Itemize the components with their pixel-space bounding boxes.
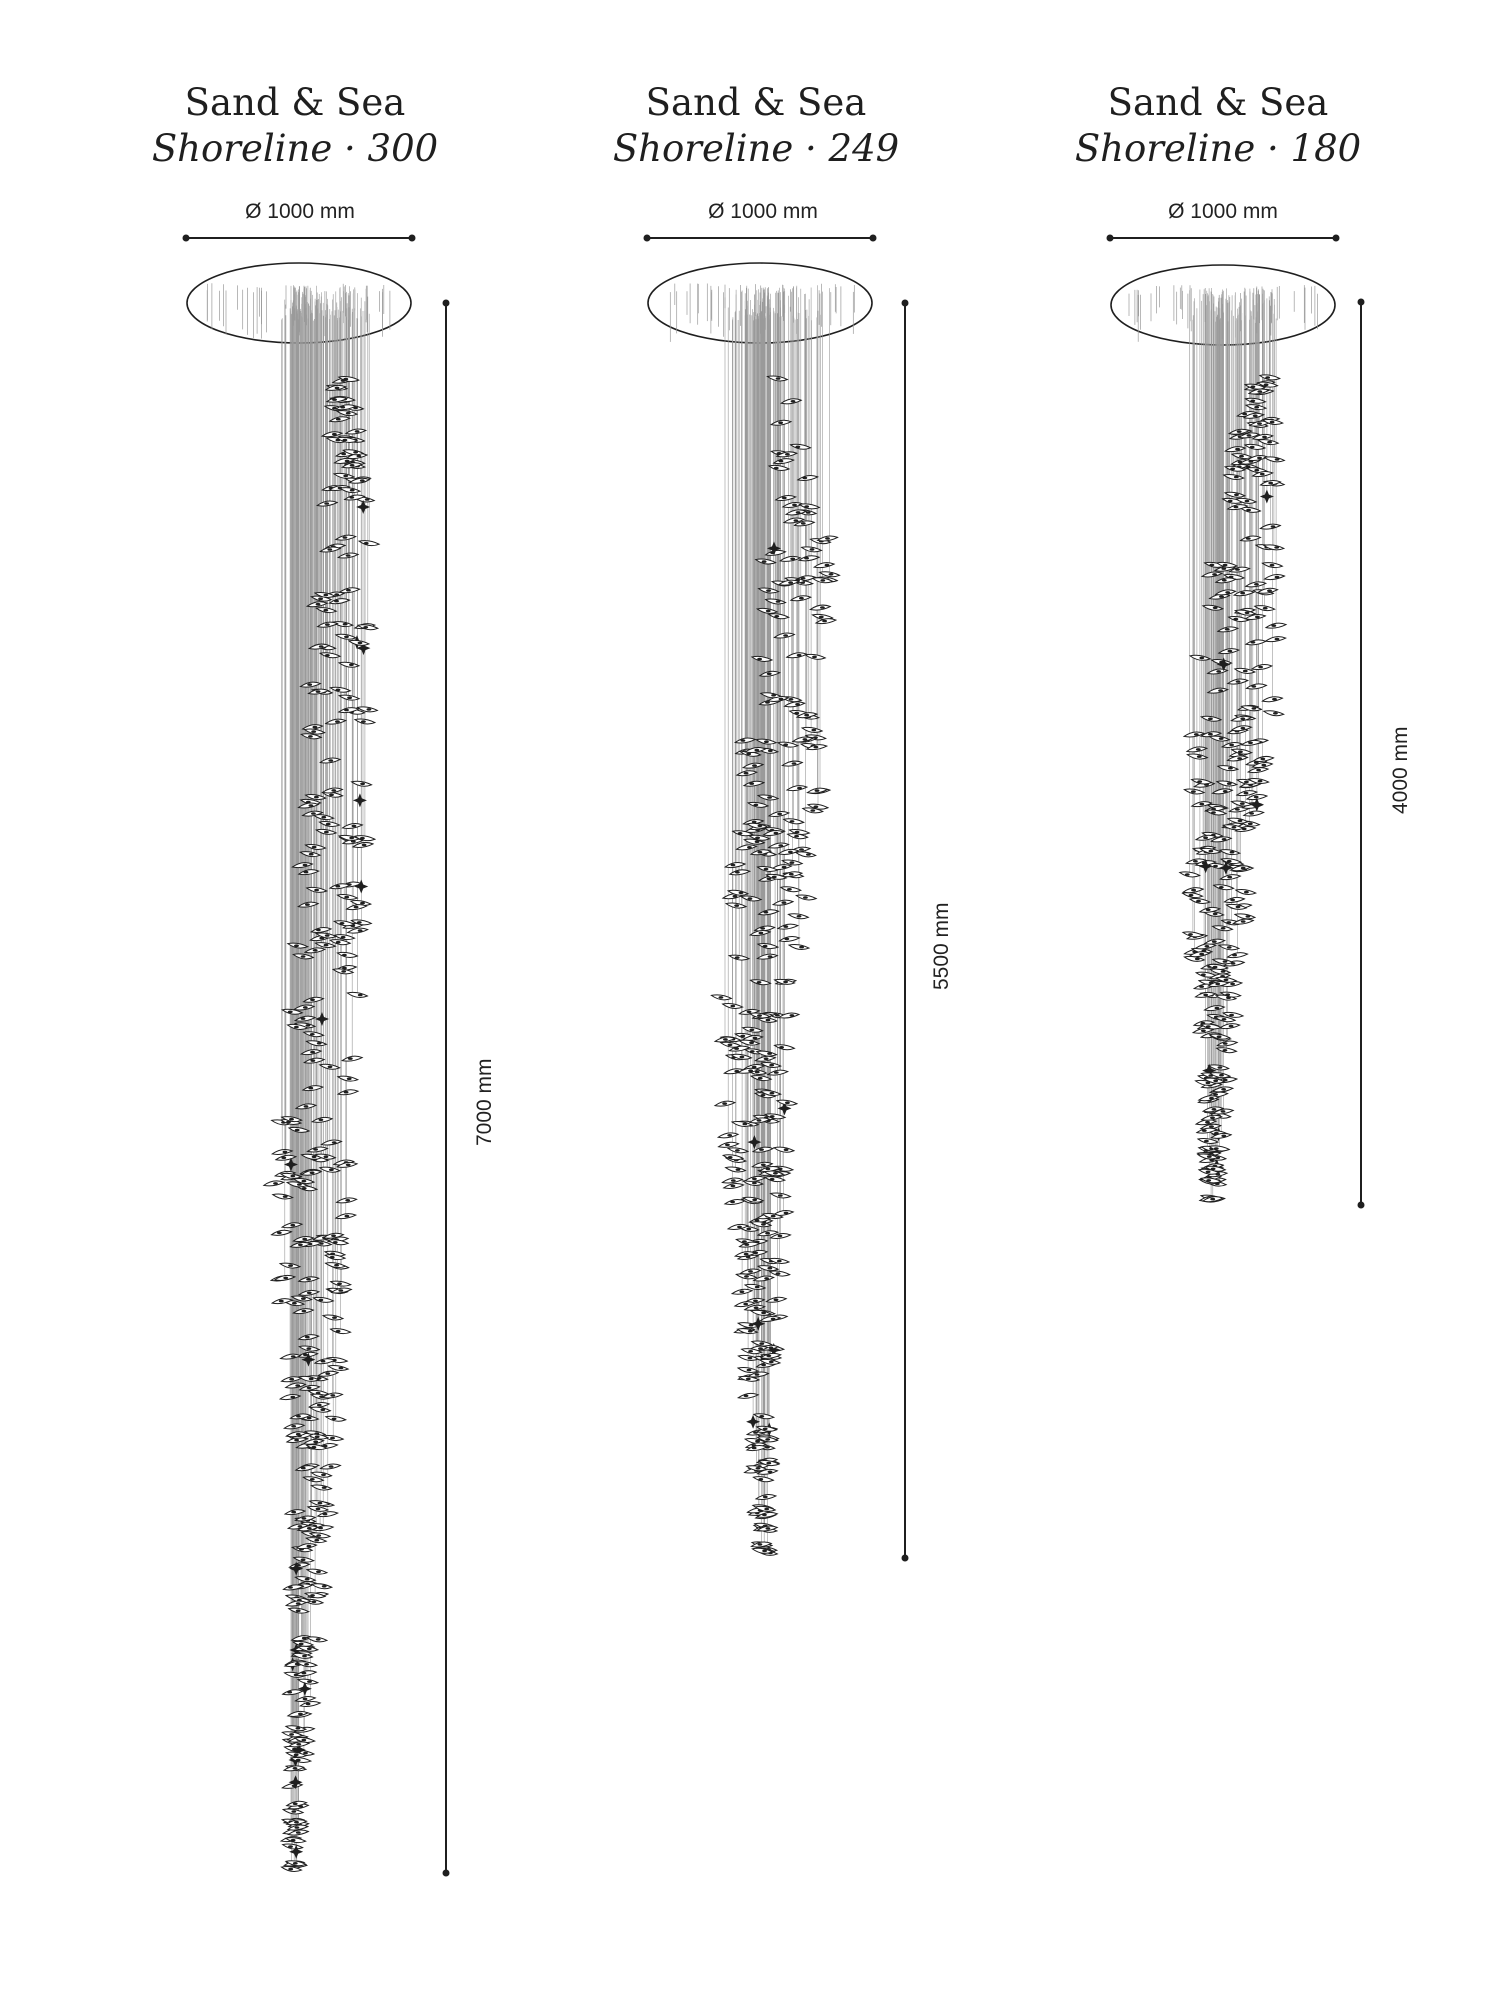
- leaf-pendant: [304, 1439, 324, 1444]
- leaf-pendant: [1228, 818, 1248, 823]
- leaf-pendant: [312, 1472, 332, 1477]
- leaf-pendant: [304, 1032, 324, 1037]
- chandelier-180: [1107, 235, 1365, 1209]
- leaf-pendant: [1255, 606, 1275, 611]
- leaf-pendant: [283, 1844, 303, 1849]
- leaf-pendant: [779, 1013, 799, 1018]
- dimension-endpoint: [443, 300, 450, 307]
- dimension-endpoint: [870, 235, 877, 242]
- leaf-pendant: [1180, 872, 1200, 877]
- leaf-pendant: [271, 1230, 291, 1235]
- dimension-endpoint: [443, 1870, 450, 1877]
- diameter-label-249: Ø 1000 mm: [708, 200, 818, 223]
- leaf-pendant: [331, 1329, 351, 1334]
- leaf-pendant: [338, 1090, 358, 1095]
- leaf-pendant: [769, 843, 789, 848]
- leaf-pendant: [310, 1407, 330, 1412]
- leaf-pendant: [323, 1315, 343, 1320]
- leaf-pendant: [273, 1194, 293, 1199]
- leaf-pendant: [799, 504, 819, 509]
- leaf-pendant: [320, 1167, 340, 1172]
- suspension-wires: [670, 284, 854, 1553]
- leaf-pendant: [283, 1809, 303, 1814]
- leaf-pendant: [1246, 582, 1266, 587]
- leaf-pendant: [275, 1275, 295, 1280]
- dimension-endpoint: [1358, 1202, 1365, 1209]
- leaf-pendant: [738, 1367, 758, 1372]
- leaf-pendant: [331, 1281, 351, 1286]
- leaf-pendant: [283, 1690, 303, 1695]
- leaf-pendant: [326, 719, 346, 724]
- leaf-pendant: [1246, 640, 1266, 645]
- leaf-pendant: [787, 786, 807, 791]
- leaf-pendant: [753, 1477, 773, 1482]
- leaf-pendant: [359, 541, 379, 546]
- leaf-pendant: [1183, 932, 1203, 937]
- leaf-pendant: [300, 1701, 320, 1706]
- leaf-pendant: [721, 1042, 741, 1047]
- leaf-pendant: [307, 1637, 327, 1642]
- leaf-pendant: [1232, 454, 1252, 459]
- leaf-pendant: [722, 1178, 742, 1183]
- dimension-endpoint: [1358, 299, 1365, 306]
- leaf-pendant: [311, 1485, 331, 1490]
- star-pendant: [1260, 489, 1274, 503]
- leaf-pendant: [328, 1365, 348, 1370]
- leaf-pendant: [347, 992, 367, 997]
- leaf-pendant: [298, 1679, 318, 1684]
- leaf-pendant: [1262, 563, 1282, 568]
- leaf-pendant: [342, 823, 362, 828]
- leaf-pendant: [1213, 1087, 1233, 1092]
- dimension-endpoint: [1107, 235, 1114, 242]
- leaf-pendant: [726, 903, 746, 908]
- leaf-pendant: [1262, 697, 1282, 702]
- leaf-pendant: [334, 473, 354, 478]
- leaf-pendant: [1264, 457, 1284, 462]
- leaf-pendant: [322, 1140, 342, 1145]
- leaf-pendant: [802, 727, 822, 732]
- leaf-pendant: [769, 465, 789, 470]
- diameter-label-180: Ø 1000 mm: [1168, 200, 1278, 223]
- leaf-pendant: [310, 1501, 330, 1506]
- leaf-pendant: [282, 1783, 302, 1788]
- leaf-pendant: [347, 905, 367, 910]
- leaf-pendant: [785, 702, 805, 707]
- leaf-pendant: [1231, 801, 1251, 806]
- leaf-pendant: [774, 459, 794, 464]
- dimension-endpoint: [644, 235, 651, 242]
- leaf-pendant: [771, 1193, 791, 1198]
- leaf-pendant: [308, 1506, 328, 1511]
- leaf-pendant: [726, 1167, 746, 1172]
- leaf-pendant: [309, 1403, 329, 1408]
- leaf-pendant: [319, 822, 339, 827]
- leaf-pendant: [770, 1271, 790, 1276]
- leaf-pendant: [1266, 637, 1286, 642]
- leaf-pendant: [1236, 889, 1256, 894]
- leaf-pendant: [336, 1214, 356, 1219]
- leaf-pendant: [321, 1464, 341, 1469]
- leaf-pendant: [320, 1064, 340, 1069]
- leaf-pendant: [334, 921, 354, 926]
- leaf-pendant: [779, 936, 799, 941]
- leaf-pendant: [723, 1003, 743, 1008]
- leaf-pendant: [339, 662, 359, 667]
- leaf-pendant: [769, 614, 789, 619]
- leaf-pendant: [723, 1155, 743, 1160]
- leaf-pendant: [318, 1512, 338, 1517]
- leaf-pendant: [352, 781, 372, 786]
- product-family-name: Sand & Sea: [184, 81, 406, 124]
- chandelier-249: [644, 235, 909, 1562]
- leaf-pendant: [1241, 536, 1261, 541]
- leaf-pendant: [738, 1393, 758, 1398]
- leaf-pendant: [1265, 575, 1285, 580]
- leaf-pendant: [816, 619, 836, 624]
- leaf-pendant: [1258, 440, 1278, 445]
- suspension-wires: [207, 283, 390, 1869]
- leaf-pendant: [296, 1671, 316, 1676]
- leaf-pendant: [1266, 623, 1286, 628]
- height-label-249: 5500 mm: [930, 902, 953, 990]
- leaf-pendant: [1235, 914, 1255, 919]
- leaf-pendant: [1198, 1138, 1218, 1143]
- leaf-pendant: [1244, 811, 1264, 816]
- dimension-endpoint: [902, 1555, 909, 1562]
- leaf-pendant: [715, 1101, 735, 1106]
- leaf-pendant: [784, 819, 804, 824]
- leaf-pendant: [789, 945, 809, 950]
- chandelier-300: [183, 235, 450, 1877]
- leaf-pendant: [1233, 919, 1253, 924]
- leaf-pendant: [781, 887, 801, 892]
- leaf-pendant: [312, 1584, 332, 1589]
- dimension-endpoint: [1333, 235, 1340, 242]
- product-family-name: Sand & Sea: [1107, 81, 1329, 124]
- leaf-pendant: [286, 1726, 306, 1731]
- leaf-pendant: [326, 1416, 346, 1421]
- product-family-name: Sand & Sea: [645, 81, 867, 124]
- leaf-pendant: [337, 1198, 357, 1203]
- leaf-pendant: [724, 1183, 744, 1188]
- leaf-pendant: [1258, 588, 1278, 593]
- leaf-pendant: [342, 1056, 362, 1061]
- height-label-300: 7000 mm: [473, 1058, 496, 1146]
- dimension-endpoint: [409, 235, 416, 242]
- leaf-pendant: [1225, 447, 1245, 452]
- leaf-pendant: [757, 954, 777, 959]
- dimension-endpoint: [902, 300, 909, 307]
- leaf-pendant: [810, 605, 830, 610]
- leaf-pendant: [300, 682, 320, 687]
- product-model-name: Shoreline · 249: [612, 127, 900, 170]
- leaf-pendant: [1223, 1012, 1243, 1017]
- leaf-pendant: [779, 849, 799, 854]
- leaf-pendant: [1184, 789, 1204, 794]
- leaf-pendant: [732, 1289, 752, 1294]
- leaf-pendant: [799, 556, 819, 561]
- leaf-pendant: [264, 1181, 284, 1186]
- leaf-pendant: [1237, 791, 1257, 796]
- leaf-pendant: [788, 914, 808, 919]
- product-model-name: Shoreline · 300: [151, 127, 439, 170]
- leaf-pendant: [774, 1147, 794, 1152]
- leaf-pendant: [1183, 893, 1203, 898]
- leaf-pendant: [802, 547, 822, 552]
- leaf-pendant: [1208, 669, 1228, 674]
- leaf-pendant: [348, 928, 368, 933]
- leaf-pendant: [1252, 665, 1272, 670]
- diameter-label-300: Ø 1000 mm: [245, 200, 355, 223]
- suspension-wires: [1129, 285, 1318, 1199]
- leaf-pendant: [1219, 945, 1239, 950]
- leaf-pendant: [1253, 756, 1273, 761]
- leaf-pendant: [284, 1424, 304, 1429]
- product-model-name: Shoreline · 180: [1074, 127, 1362, 170]
- leaf-pendant: [297, 1662, 317, 1667]
- leaf-pendant: [1264, 711, 1284, 716]
- dimension-endpoint: [183, 235, 190, 242]
- leaf-pendant: [787, 653, 807, 658]
- leaf-pendant: [1221, 859, 1241, 864]
- leaf-pendant: [1245, 444, 1265, 449]
- leaf-pendant: [805, 654, 825, 659]
- leaf-pendant: [718, 1133, 738, 1138]
- leaf-pendant: [339, 695, 359, 700]
- leaf-pendant: [304, 997, 324, 1002]
- leaf-pendant: [1228, 953, 1248, 958]
- leaf-pendant: [773, 900, 793, 905]
- height-label-180: 4000 mm: [1389, 726, 1412, 814]
- leaf-pendant: [272, 1149, 292, 1154]
- leaf-pendant: [1228, 679, 1248, 684]
- leaf-pendant: [769, 811, 789, 816]
- star-pendant: [354, 880, 368, 894]
- leaf-pendant: [325, 1263, 345, 1268]
